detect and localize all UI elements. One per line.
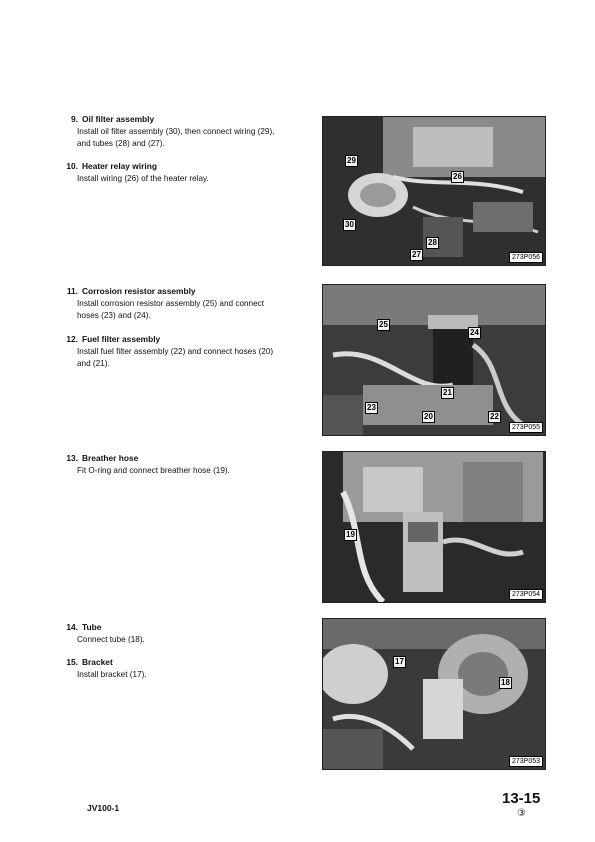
- callout-17: 17: [395, 657, 404, 666]
- step-line: Install bracket (17).: [77, 669, 147, 679]
- callout-19: 19: [346, 530, 355, 539]
- footer-model: JV100-1: [87, 803, 120, 813]
- step-number: 13.: [66, 453, 78, 463]
- step-body: [77, 669, 308, 682]
- step-13: [58, 452, 308, 477]
- engine-photo-breather-hose: [322, 451, 546, 603]
- step-title: Oil filter assembly: [82, 114, 155, 124]
- step-title: Corrosion resistor assembly: [82, 286, 196, 296]
- callout-18: 18: [501, 678, 510, 687]
- step-body: [77, 126, 308, 151]
- step-line: hoses (23) and (24).: [77, 311, 151, 320]
- photo-code: 273P054: [509, 589, 543, 600]
- photo-code: 273P055: [509, 422, 543, 433]
- step-title: Heater relay wiring: [82, 161, 157, 171]
- callout-21: 21: [443, 388, 452, 397]
- photo-code: 273P056: [509, 252, 543, 263]
- step-number: 14.: [66, 622, 78, 632]
- revision-mark: ③: [517, 808, 526, 819]
- photo-code: 273P053: [509, 756, 543, 767]
- step-line: Install wiring (26) of the heater relay.: [77, 173, 209, 183]
- step-number: 10.: [66, 161, 78, 171]
- step-line: Install oil filter assembly (30), then connect wiring (29),: [77, 126, 275, 136]
- step-line: and tubes (28) and (27).: [77, 139, 165, 148]
- step-number: 15.: [66, 657, 78, 667]
- step-line: Install corrosion resistor assembly (25) and connect: [77, 298, 265, 308]
- step-10: [58, 160, 308, 185]
- engine-photo-tube-bracket: [322, 618, 546, 770]
- step-14: [58, 621, 308, 646]
- callout-23: 23: [367, 403, 376, 412]
- step-body: [77, 173, 308, 186]
- photo-image: [323, 619, 545, 769]
- step-9: [58, 113, 308, 151]
- callout-26: 26: [453, 172, 462, 181]
- step-12: [58, 333, 308, 371]
- callout-20: 20: [424, 412, 433, 421]
- step-title: Breather hose: [82, 453, 139, 463]
- photo-image: [323, 452, 545, 602]
- step-line: Install fuel filter assembly (22) and connect hoses (20): [77, 346, 274, 356]
- step-11: [58, 285, 308, 323]
- engine-photo-fuel-filter: [322, 284, 546, 436]
- step-number: 12.: [66, 334, 78, 344]
- step-line: Fit O-ring and connect breather hose (19).: [77, 465, 230, 475]
- step-line: Connect tube (18).: [77, 634, 145, 644]
- step-body: [77, 634, 308, 647]
- callout-28: 28: [428, 238, 437, 247]
- page-number: 13-15: [502, 790, 541, 807]
- step-body: [77, 298, 308, 323]
- step-line: and (21).: [77, 359, 110, 368]
- callout-29: 29: [347, 156, 356, 165]
- engine-photo-oil-filter: [322, 116, 546, 266]
- callout-27: 27: [412, 250, 421, 259]
- callout-25: 25: [379, 320, 388, 329]
- step-body: [77, 346, 308, 371]
- step-title: Bracket: [82, 657, 113, 667]
- step-title: Fuel filter assembly: [82, 334, 161, 344]
- step-number: 9.: [71, 114, 78, 124]
- step-15: [58, 656, 308, 681]
- step-number: 11.: [66, 286, 78, 296]
- callout-30: 30: [345, 220, 354, 229]
- step-title: Tube: [82, 622, 102, 632]
- callout-24: 24: [470, 328, 479, 337]
- step-body: [77, 465, 308, 478]
- callout-22: 22: [490, 412, 499, 421]
